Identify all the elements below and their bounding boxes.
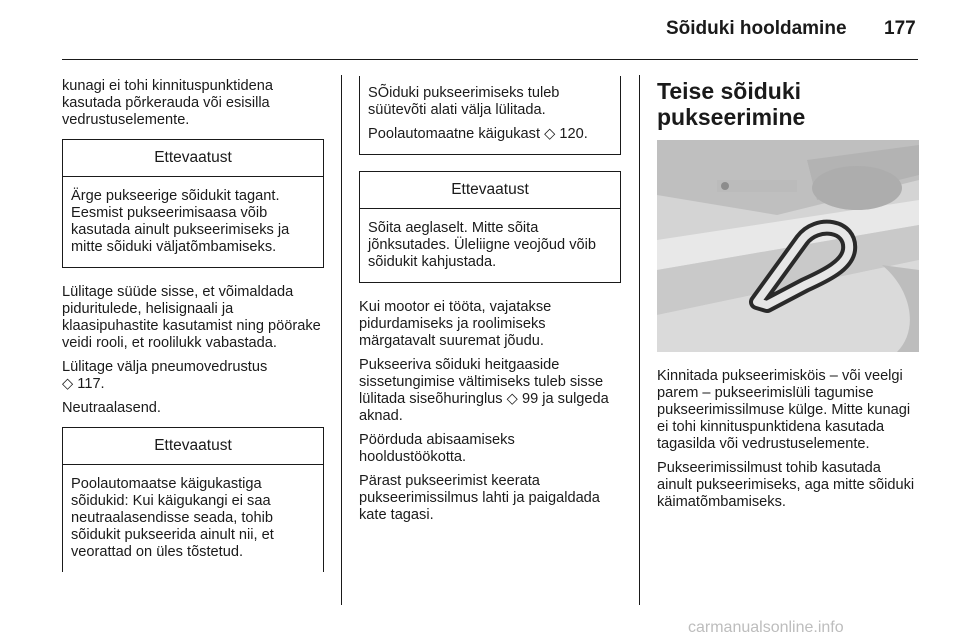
caution-box [62, 139, 324, 268]
paragraph-text: Lülitage välja pneumovedrustus [62, 359, 268, 375]
paragraph: Neutraalasend. [62, 400, 161, 416]
towing-eye-illustration [657, 140, 919, 352]
paragraph: Lülitage süüde sisse, et võimaldada piduritulede, helisignaali ja klaasipuhastite kasutamist ning pöörake veidi rooli, et roolilukk vabastada. [62, 284, 321, 351]
caution-box [359, 171, 621, 283]
towing-eye-figure [657, 140, 919, 352]
header-rule [62, 59, 918, 60]
reference-arrow-icon: ◇ [544, 126, 556, 142]
page-reference-link[interactable]: 120. [559, 126, 588, 142]
paragraph-with-reference [62, 359, 324, 393]
page-number: 177 [884, 18, 916, 39]
caution-box [62, 427, 324, 572]
paragraph-with-reference [359, 357, 621, 425]
note-paragraph-with-reference [368, 126, 612, 143]
watermark: carmanualsonline.info [688, 619, 844, 636]
paragraph-text: Pukseeriva sõiduki heitgaaside sissetungimise vältimiseks tuleb sisse lülitada siseõhuringlus [359, 357, 604, 407]
column-3 [657, 78, 919, 518]
note-body [360, 76, 620, 154]
header-title: Sõiduki hooldamine [666, 18, 847, 39]
note-text: Poolautomaatne käigukast [368, 126, 540, 142]
caution-body: Poolautomaatse käigukastiga sõidukid: Kui käigukangi ei saa neutraalasendisse seada, tohib sõidukit pukseerida ainult nii, et veorattad on üles tõstetud. [71, 476, 274, 560]
paragraph: Pöörduda abisaamiseks hooldustöökotta. [359, 432, 515, 465]
paragraph: Kinnitada pukseerimisköis – või veelgi parem – pukseerimislüli tagumise pukseerimissilmuse külge. Mitte kunagi ei tohi kinnituspunktidena kasutada tagasilda või vedrustuselemente. [657, 368, 911, 452]
column-1 [62, 78, 324, 588]
caution-body: Ärge pukseerige sõidukit tagant. Eesmist pukseerimisaasa võib kasutada ainult pukseerimiseks ja mitte sõiduki väljatõmbamiseks. [71, 188, 290, 255]
note-paragraph: SÕiduki pukseerimiseks tuleb süütevõti alati välja lülitada. [368, 85, 560, 118]
paragraph: kunagi ei tohi kinnituspunktidena kasutada põrkerauda või esisilla vedrustuselemente. [62, 78, 273, 128]
caution-heading: Ettevaatust [360, 172, 620, 209]
paragraph: Kui mootor ei tööta, vajatakse pidurdamiseks ja roolimiseks märgatavalt suuremat jõudu. [359, 299, 552, 349]
reference-arrow-icon: ◇ [62, 376, 74, 392]
column-divider-left [341, 75, 342, 605]
paragraph: Pärast pukseerimist keerata pukseerimissilmus lahti ja paigaldada kate tagasi. [359, 473, 600, 523]
section-heading: Teise sõiduki pukseerimine [657, 78, 806, 130]
column-2 [359, 76, 621, 531]
caution-heading: Ettevaatust [63, 428, 323, 465]
caution-heading: Ettevaatust [63, 140, 323, 177]
reference-arrow-icon: ◇ [506, 391, 518, 407]
page-reference-link[interactable]: 99 ja sulgeda aknad. [359, 391, 609, 424]
page-reference-link[interactable]: 117. [77, 376, 105, 392]
paragraph: Pukseerimissilmust tohib kasutada ainult pukseerimiseks, aga mitte sõiduki käimatõmbamiseks. [657, 460, 915, 510]
note-box [359, 76, 621, 155]
column-divider-right [639, 75, 640, 605]
caution-body: Sõita aeglaselt. Mitte sõita jõnksutades. Üleliigne veojõud võib sõidukit kahjustada. [368, 220, 596, 270]
